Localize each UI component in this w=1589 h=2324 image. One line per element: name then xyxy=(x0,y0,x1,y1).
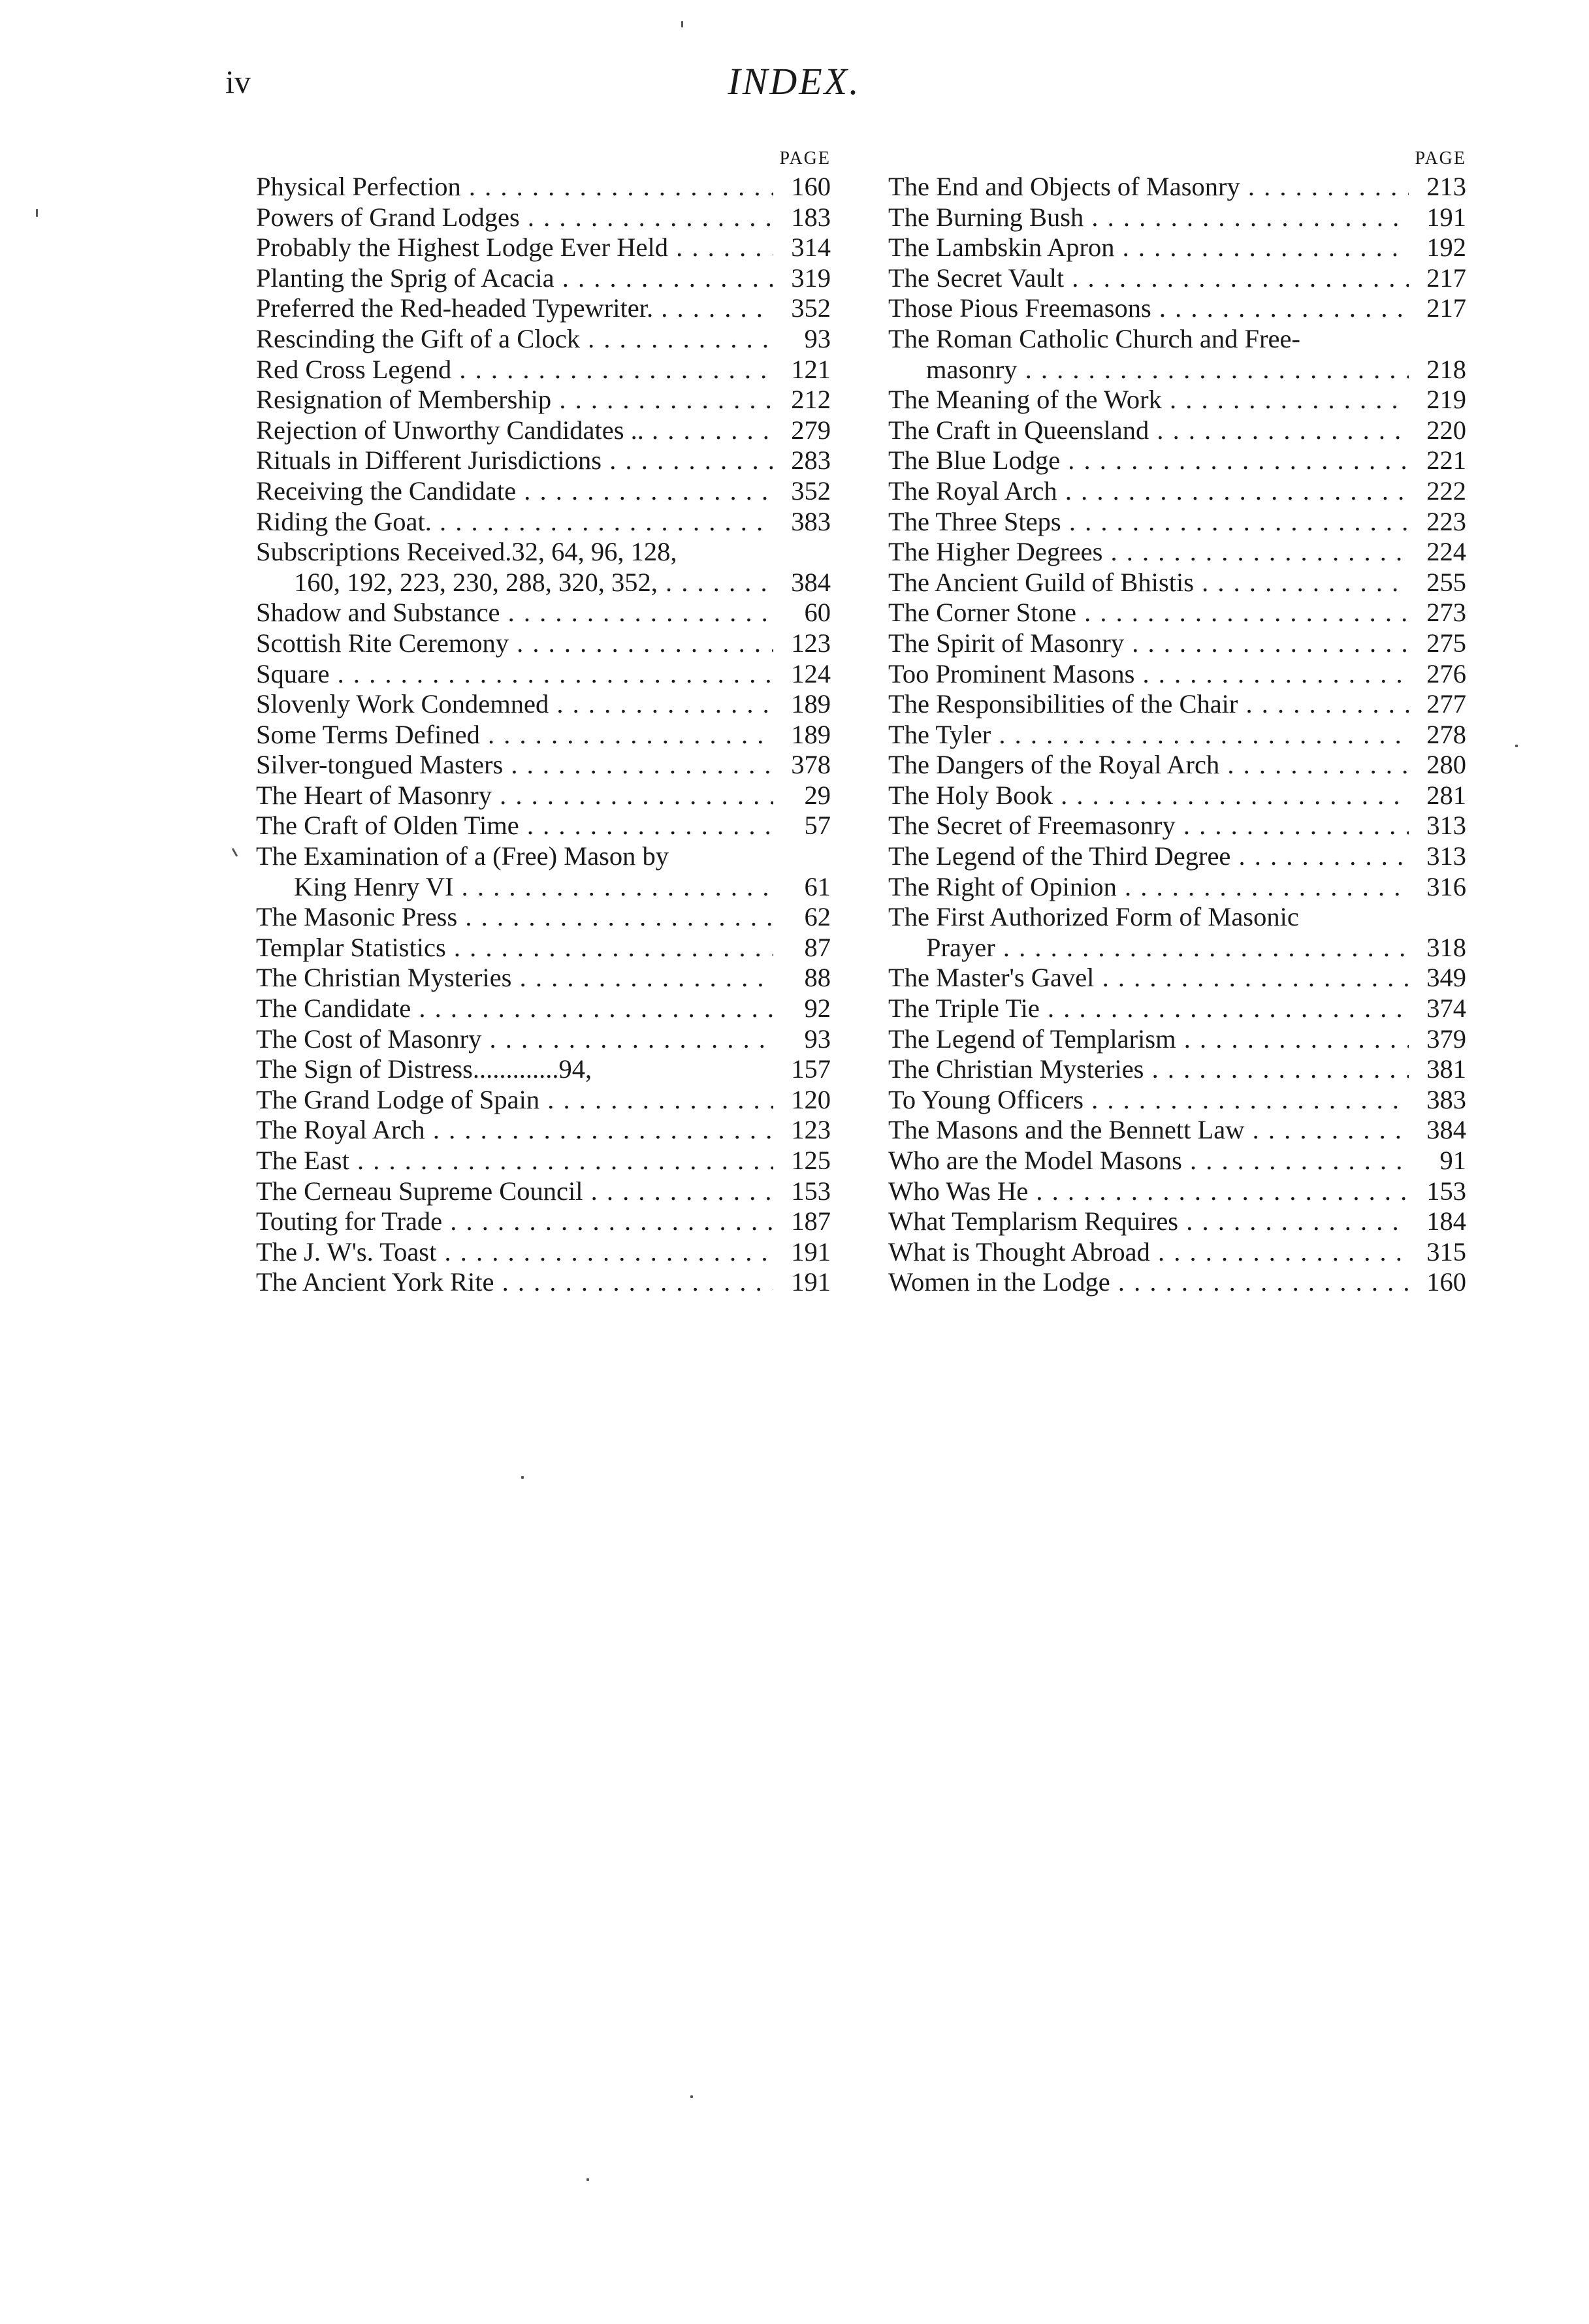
index-entry xyxy=(256,902,831,933)
index-entry xyxy=(888,1267,1466,1298)
entry-page-number: 222 xyxy=(1426,476,1466,506)
entry-title: The Secret of Freemasonry . . . xyxy=(888,811,1409,841)
entry-page-number: 213 xyxy=(1426,172,1466,201)
index-entry xyxy=(888,781,1466,811)
entry-page-number: 160 xyxy=(1426,1267,1466,1297)
entry-title: Slovenly Work Condemned . . . xyxy=(256,689,773,720)
print-speck xyxy=(690,2095,693,2098)
entry-page-number: 125 xyxy=(791,1146,831,1175)
entry-title: The Meaning of the Work . . . xyxy=(888,385,1409,415)
entry-title: The Legend of the Third Degree . . . xyxy=(888,841,1409,872)
entry-page-number: 29 xyxy=(804,780,831,810)
index-entry xyxy=(888,750,1466,781)
entry-title: The Holy Book . . . xyxy=(888,781,1409,811)
entry-title: The East . . . xyxy=(256,1146,773,1176)
entry-page-number: 88 xyxy=(804,963,831,993)
index-entry xyxy=(256,476,831,507)
entry-title: The End and Objects of Masonry . . . xyxy=(888,172,1409,202)
index-entry xyxy=(888,1237,1466,1268)
page-title: INDEX. xyxy=(728,60,861,103)
index-entry xyxy=(256,993,831,1024)
index-entry xyxy=(888,415,1466,446)
index-entry xyxy=(888,1115,1466,1146)
entry-page-number: 123 xyxy=(791,1115,831,1145)
entry-title: The Tyler . . . xyxy=(888,720,1409,750)
index-entry xyxy=(256,841,831,872)
entry-page-number: 316 xyxy=(1426,871,1466,901)
entry-title: Who are the Model Masons . . . xyxy=(888,1146,1409,1176)
entry-title: The Masonic Press . . . xyxy=(256,902,773,933)
entry-title: Red Cross Legend . . . xyxy=(256,355,773,385)
entry-page-number: 277 xyxy=(1426,689,1466,719)
entry-page-number: 189 xyxy=(791,719,831,749)
entry-title: King Henry VI . . . xyxy=(256,872,773,903)
entry-page-number: 280 xyxy=(1426,750,1466,780)
entry-page-number: 123 xyxy=(791,628,831,658)
entry-title: Silver-tongued Masters . . . xyxy=(256,750,773,781)
entry-title: The Ancient Guild of Bhistis . . . xyxy=(888,568,1409,598)
index-entry xyxy=(256,628,831,659)
entry-page-number: 383 xyxy=(791,506,831,536)
entry-page-number: 124 xyxy=(791,658,831,688)
entry-page-number: 223 xyxy=(1426,506,1466,536)
index-entry xyxy=(888,293,1466,324)
index-entry xyxy=(888,476,1466,507)
entry-title: Rituals in Different Jurisdictions . . . xyxy=(256,445,773,476)
index-entry xyxy=(256,202,831,233)
index-entry xyxy=(888,811,1466,841)
index-entry xyxy=(888,1054,1466,1085)
index-entry xyxy=(888,263,1466,294)
entry-title: The Grand Lodge of Spain . . . xyxy=(256,1085,773,1116)
entry-page-number: 374 xyxy=(1426,993,1466,1024)
entry-page-number: 281 xyxy=(1426,780,1466,810)
entry-title: The Responsibilities of the Chair . . . xyxy=(888,689,1409,720)
entry-title: Prayer . . . xyxy=(888,933,1409,963)
index-entry xyxy=(888,507,1466,538)
entry-page-number: 378 xyxy=(791,750,831,780)
entry-page-number: 217 xyxy=(1426,293,1466,323)
index-entry xyxy=(888,1206,1466,1237)
index-entry xyxy=(888,385,1466,415)
index-entry xyxy=(256,355,831,385)
index-entry xyxy=(888,202,1466,233)
entry-title: The Christian Mysteries . . . xyxy=(888,1054,1409,1085)
print-speck xyxy=(586,2178,589,2181)
index-entry xyxy=(256,1267,831,1298)
entry-page-number: 93 xyxy=(804,323,831,353)
index-entry xyxy=(888,659,1466,690)
index-entry xyxy=(256,659,831,690)
entry-title: Receiving the Candidate . . . xyxy=(256,476,773,507)
folio-number: iv xyxy=(225,63,251,100)
entry-title: Scottish Rite Ceremony . . . xyxy=(256,628,773,659)
entry-title: The Candidate . . . xyxy=(256,993,773,1024)
index-entry xyxy=(888,628,1466,659)
entry-title: The Christian Mysteries . . . xyxy=(256,963,773,993)
entry-page-number: 314 xyxy=(791,233,831,263)
entry-title: The Sign of Distress.............94, xyxy=(256,1054,592,1084)
entry-page-number: 91 xyxy=(1439,1146,1466,1175)
entry-page-number: 221 xyxy=(1426,445,1466,476)
entry-title: 160, 192, 223, 230, 288, 320, 352, . . . xyxy=(256,568,773,598)
index-entry xyxy=(256,1085,831,1116)
entry-page-number: 349 xyxy=(1426,963,1466,993)
index-entry xyxy=(888,1085,1466,1116)
index-entry xyxy=(888,355,1466,385)
page-column-heading: PAGE xyxy=(1415,148,1466,169)
index-entry xyxy=(256,750,831,781)
index-entry xyxy=(256,385,831,415)
index-entry xyxy=(888,841,1466,872)
entry-title: To Young Officers . . . xyxy=(888,1085,1409,1116)
entry-page-number: 319 xyxy=(791,263,831,293)
index-entry xyxy=(888,324,1466,355)
entry-title: masonry . . . xyxy=(888,355,1409,385)
index-entry xyxy=(256,781,831,811)
index-entry xyxy=(888,689,1466,720)
entry-page-number: 315 xyxy=(1426,1236,1466,1267)
entry-page-number: 383 xyxy=(1426,1084,1466,1114)
index-entry xyxy=(256,1054,831,1085)
index-entry xyxy=(256,537,831,568)
entry-title: Who Was He . . . xyxy=(888,1176,1409,1207)
entry-page-number: 183 xyxy=(791,202,831,232)
index-entry xyxy=(888,933,1466,963)
entry-title: The Roman Catholic Church and Free- xyxy=(888,323,1300,353)
entry-title: The Higher Degrees . . . xyxy=(888,537,1409,568)
index-entry xyxy=(256,293,831,324)
entry-page-number: 220 xyxy=(1426,415,1466,445)
entry-title: The Cerneau Supreme Council . . . xyxy=(256,1176,773,1207)
print-speck xyxy=(521,1476,524,1479)
entry-title: Some Terms Defined . . . xyxy=(256,720,773,750)
entry-title: Touting for Trade . . . xyxy=(256,1206,773,1237)
entry-page-number: 275 xyxy=(1426,628,1466,658)
entry-page-number: 224 xyxy=(1426,537,1466,567)
entry-title: The Legend of Templarism . . . xyxy=(888,1024,1409,1055)
index-entry xyxy=(256,507,831,538)
entry-page-number: 352 xyxy=(791,476,831,506)
entry-title: The Triple Tie . . . xyxy=(888,993,1409,1024)
index-entry xyxy=(256,720,831,750)
index-list-left xyxy=(256,172,831,1298)
entry-page-number: 57 xyxy=(804,811,831,841)
entry-page-number: 121 xyxy=(791,354,831,384)
entry-page-number: 184 xyxy=(1426,1206,1466,1236)
index-entry xyxy=(256,445,831,476)
entry-page-number: 92 xyxy=(804,993,831,1024)
index-entry xyxy=(888,172,1466,202)
entry-page-number: 279 xyxy=(791,415,831,445)
index-column-left xyxy=(256,147,831,1298)
entry-title: The Burning Bush . . . xyxy=(888,202,1409,233)
print-speck xyxy=(232,848,238,857)
print-speck xyxy=(681,21,683,27)
entry-title: Riding the Goat. . . . xyxy=(256,507,773,538)
entry-title: Those Pious Freemasons . . . xyxy=(888,293,1409,324)
entry-title: Shadow and Substance . . . xyxy=(256,598,773,628)
entry-title: The Spirit of Masonry . . . xyxy=(888,628,1409,659)
index-entry xyxy=(888,872,1466,903)
index-entry xyxy=(256,415,831,446)
entry-page-number: 212 xyxy=(791,385,831,415)
entry-title: Powers of Grand Lodges . . . xyxy=(256,202,773,233)
entry-title: Square . . . xyxy=(256,659,773,690)
entry-page-number: 153 xyxy=(1426,1176,1466,1206)
entry-title: Physical Perfection . . . xyxy=(256,172,773,202)
entry-page-number: 283 xyxy=(791,445,831,476)
index-entry xyxy=(256,1115,831,1146)
entry-page-number: 189 xyxy=(791,689,831,719)
entry-page-number: 381 xyxy=(1426,1054,1466,1084)
page-column-heading: PAGE xyxy=(779,148,831,169)
entry-title: Rescinding the Gift of a Clock . . . xyxy=(256,324,773,355)
index-entry xyxy=(256,172,831,202)
index-entry xyxy=(888,902,1466,933)
index-entry xyxy=(256,811,831,841)
entry-title: What is Thought Abroad . . . xyxy=(888,1237,1409,1268)
entry-title: The Three Steps . . . xyxy=(888,507,1409,538)
entry-page-number: 219 xyxy=(1426,385,1466,415)
entry-title: Women in the Lodge . . . xyxy=(888,1267,1409,1298)
entry-title: The Lambskin Apron . . . xyxy=(888,233,1409,263)
entry-page-number: 157 xyxy=(791,1054,831,1084)
entry-page-number: 318 xyxy=(1426,932,1466,962)
entry-page-number: 192 xyxy=(1426,233,1466,263)
entry-title: The Craft of Olden Time . . . xyxy=(256,811,773,841)
entry-title: The Craft in Queensland . . . xyxy=(888,415,1409,446)
index-entry xyxy=(256,872,831,903)
index-entry xyxy=(888,233,1466,263)
entry-page-number: 313 xyxy=(1426,811,1466,841)
entry-title: The Heart of Masonry . . . xyxy=(256,781,773,811)
entry-page-number: 62 xyxy=(804,902,831,932)
index-entry xyxy=(888,445,1466,476)
entry-title: The Examination of a (Free) Mason by xyxy=(256,841,669,871)
entry-page-number: 384 xyxy=(791,567,831,597)
entry-title: Resignation of Membership . . . xyxy=(256,385,773,415)
entry-title: The Ancient York Rite . . . xyxy=(256,1267,773,1298)
entry-title: The Cost of Masonry . . . xyxy=(256,1024,773,1055)
entry-page-number: 217 xyxy=(1426,263,1466,293)
index-entry xyxy=(888,1176,1466,1207)
index-entry xyxy=(888,537,1466,568)
entry-page-number: 273 xyxy=(1426,598,1466,628)
index-entry xyxy=(256,963,831,993)
entry-page-number: 60 xyxy=(804,598,831,628)
entry-title: Rejection of Unworthy Candidates .. . . . xyxy=(256,415,773,446)
index-entry xyxy=(256,933,831,963)
entry-page-number: 384 xyxy=(1426,1115,1466,1145)
entry-page-number: 191 xyxy=(791,1236,831,1267)
entry-title: Subscriptions Received.32, 64, 96, 128, xyxy=(256,537,677,567)
entry-title: The Blue Lodge . . . xyxy=(888,445,1409,476)
index-entry xyxy=(256,598,831,628)
index-entry xyxy=(256,233,831,263)
entry-page-number: 191 xyxy=(1426,202,1466,232)
index-entry xyxy=(256,1176,831,1207)
print-speck xyxy=(1515,745,1518,747)
index-entry xyxy=(888,598,1466,628)
entry-title: The J. W's. Toast . . . xyxy=(256,1237,773,1268)
entry-page-number: 255 xyxy=(1426,567,1466,597)
index-entry xyxy=(256,1146,831,1176)
entry-page-number: 379 xyxy=(1426,1024,1466,1054)
index-entry xyxy=(888,568,1466,598)
entry-title: The Right of Opinion . . . xyxy=(888,872,1409,903)
entry-page-number: 313 xyxy=(1426,841,1466,871)
entry-page-number: 191 xyxy=(791,1267,831,1297)
index-entry xyxy=(256,1024,831,1055)
entry-title: The Dangers of the Royal Arch . . . xyxy=(888,750,1409,781)
index-entry xyxy=(256,689,831,720)
index-entry xyxy=(256,263,831,294)
entry-page-number: 61 xyxy=(804,871,831,901)
entry-title: The Secret Vault . . . xyxy=(888,263,1409,294)
entry-title: The First Authorized Form of Masonic xyxy=(888,902,1299,932)
index-column-right xyxy=(888,147,1466,1298)
entry-page-number: 160 xyxy=(791,172,831,201)
entry-page-number: 153 xyxy=(791,1176,831,1206)
entry-title: Probably the Highest Lodge Ever Held . . . xyxy=(256,233,773,263)
index-entry xyxy=(888,1146,1466,1176)
entry-title: Planting the Sprig of Acacia . . . xyxy=(256,263,773,294)
entry-title: The Corner Stone . . . xyxy=(888,598,1409,628)
entry-title: The Master's Gavel . . . xyxy=(888,963,1409,993)
entry-page-number: 120 xyxy=(791,1084,831,1114)
entry-page-number: 218 xyxy=(1426,354,1466,384)
entry-title: Too Prominent Masons . . . xyxy=(888,659,1409,690)
index-entry xyxy=(888,720,1466,750)
entry-page-number: 276 xyxy=(1426,658,1466,688)
index-entry xyxy=(256,324,831,355)
entry-title: What Templarism Requires . . . xyxy=(888,1206,1409,1237)
entry-page-number: 93 xyxy=(804,1024,831,1054)
entry-page-number: 187 xyxy=(791,1206,831,1236)
index-entry xyxy=(256,1237,831,1268)
index-list-right xyxy=(888,172,1466,1298)
index-entry xyxy=(888,963,1466,993)
print-speck xyxy=(36,209,38,217)
entry-title: The Royal Arch . . . xyxy=(256,1115,773,1146)
entry-title: The Masons and the Bennett Law . . . xyxy=(888,1115,1409,1146)
entry-page-number: 87 xyxy=(804,932,831,962)
entry-page-number: 278 xyxy=(1426,719,1466,749)
index-entry xyxy=(256,568,831,598)
index-entry xyxy=(888,1024,1466,1055)
entry-title: Templar Statistics . . . xyxy=(256,933,773,963)
entry-title: The Royal Arch . . . xyxy=(888,476,1409,507)
entry-title: Preferred the Red-headed Typewriter. . . . xyxy=(256,293,773,324)
index-entry xyxy=(256,1206,831,1237)
entry-page-number: 352 xyxy=(791,293,831,323)
index-entry xyxy=(888,993,1466,1024)
